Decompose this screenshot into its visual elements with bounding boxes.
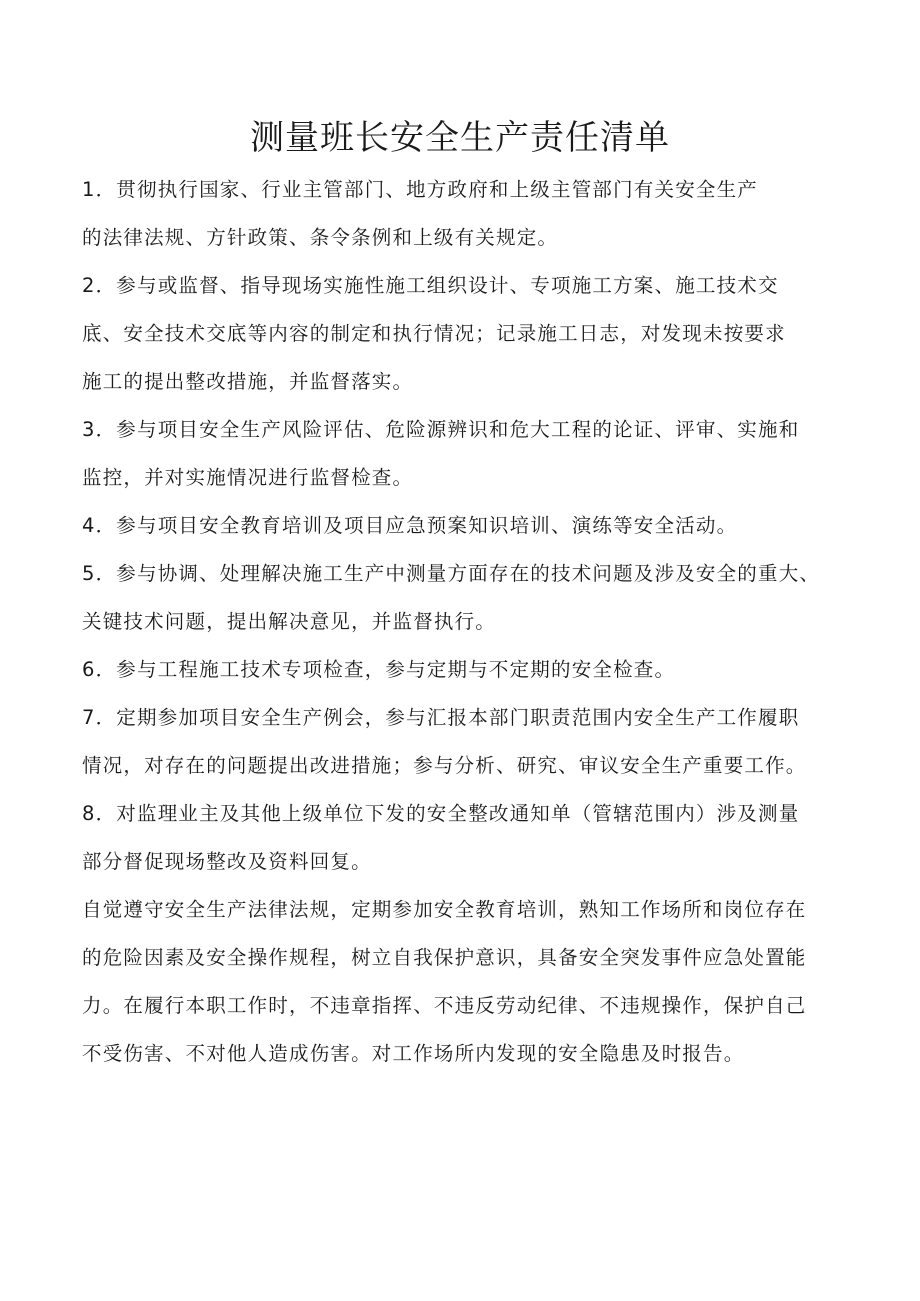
text-line: 的危险因素及安全操作规程，树立自我保护意识，具备安全突发事件应急处置能: [82, 946, 807, 969]
list-item: [82, 646, 852, 694]
list-item: [82, 790, 852, 886]
text-line: 底、安全技术交底等内容的制定和执行情况；记录施工日志，对发现未按要求: [82, 322, 786, 345]
text-line: 7．定期参加项目安全生产例会，参与汇报本部门职责范围内安全生产工作履职: [82, 706, 800, 729]
list-item: [82, 406, 852, 502]
text-line: 力。在履行本职工作时，不违章指挥、不违反劳动纪律、不违规操作，保护自己: [82, 994, 807, 1017]
list-item: [82, 262, 852, 406]
text-line: 5．参与协调、处理解决施工生产中测量方面存在的技术问题及涉及安全的重大、: [82, 562, 821, 585]
text-line: 不受伤害、不对他人造成伤害。对工作场所内发现的安全隐患及时报告。: [82, 1042, 745, 1065]
text-line: 3．参与项目安全生产风险评估、危险源辨识和危大工程的论证、评审、实施和: [82, 418, 800, 441]
text-line: 1．贯彻执行国家、行业主管部门、地方政府和上级主管部门有关安全生产: [82, 178, 759, 201]
document-body: [82, 166, 852, 1078]
list-item: [82, 694, 852, 790]
text-line: 部分督促现场整改及资料回复。: [82, 850, 372, 873]
text-line: 的法律法规、方针政策、条令条例和上级有关规定。: [82, 226, 559, 249]
text-line: 6．参与工程施工技术专项检查，参与定期与不定期的安全检查。: [82, 658, 676, 681]
text-line: 监控，并对实施情况进行监督检查。: [82, 466, 414, 489]
text-line: 8．对监理业主及其他上级单位下发的安全整改通知单（管辖范围内）涉及测量: [82, 802, 800, 825]
list-item: [82, 166, 852, 262]
text-line: 4．参与项目安全教育培训及项目应急预案知识培训、演练等安全活动。: [82, 514, 738, 537]
list-item: [82, 550, 852, 646]
text-line: 2．参与或监督、指导现场实施性施工组织设计、专项施工方案、施工技术交: [82, 274, 779, 297]
text-line: 施工的提出整改措施，并监督落实。: [82, 370, 414, 393]
list-item: [82, 502, 852, 550]
text-line: 情况，对存在的问题提出改进措施；参与分析、研究、审议安全生产重要工作。: [82, 754, 807, 777]
text-line: 自觉遵守安全生产法律法规，定期参加安全教育培训，熟知工作场所和岗位存在: [82, 898, 807, 921]
closing-paragraph: [82, 886, 852, 1078]
text-line: 关键技术问题，提出解决意见，并监督执行。: [82, 610, 497, 633]
document-title: 测量班长安全生产责任清单: [250, 118, 670, 158]
